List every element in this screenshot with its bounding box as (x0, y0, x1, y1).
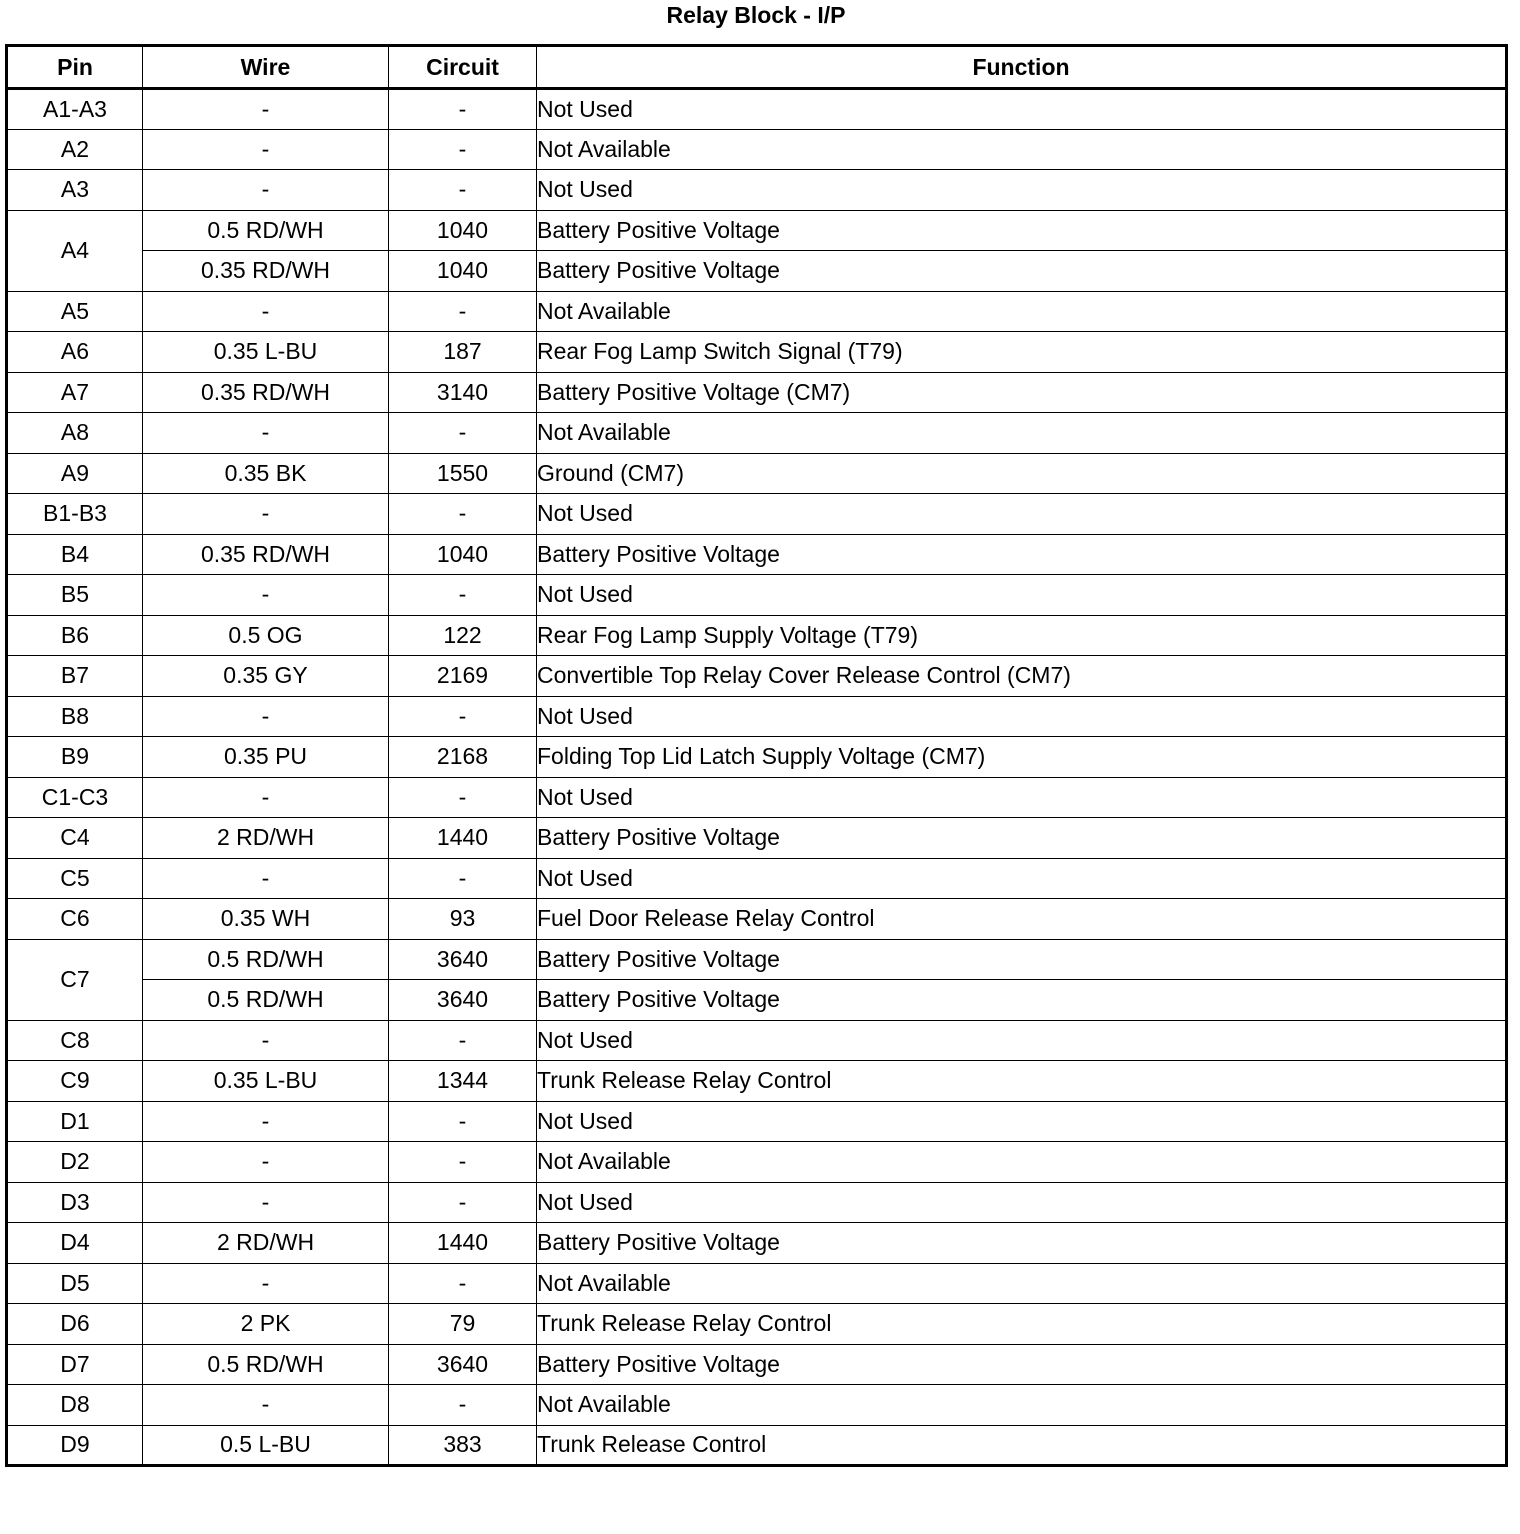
function-cell: Not Available (537, 1142, 1507, 1183)
circuit-cell: 1040 (389, 534, 537, 575)
circuit-cell: - (389, 291, 537, 332)
table-row (7, 1385, 1507, 1426)
circuit-cell: - (389, 575, 537, 616)
function-cell: Battery Positive Voltage (537, 251, 1507, 292)
table-row (7, 1263, 1507, 1304)
function-cell: Not Used (537, 858, 1507, 899)
function-cell: Not Used (537, 494, 1507, 535)
function-cell: Battery Positive Voltage (CM7) (537, 372, 1507, 413)
wire-cell: - (143, 494, 389, 535)
table-row (7, 615, 1507, 656)
table-body (7, 89, 1507, 1466)
pin-cell: C9 (7, 1061, 143, 1102)
function-cell: Rear Fog Lamp Supply Voltage (T79) (537, 615, 1507, 656)
wire-cell: - (143, 291, 389, 332)
wire-cell: - (143, 1263, 389, 1304)
function-cell: Not Used (537, 1020, 1507, 1061)
wire-cell: - (143, 858, 389, 899)
function-cell: Not Used (537, 89, 1507, 130)
wire-cell: 0.35 WH (143, 899, 389, 940)
table-row (7, 1344, 1507, 1385)
wire-cell: 0.35 L-BU (143, 1061, 389, 1102)
wire-cell: 0.35 GY (143, 656, 389, 697)
pin-cell: D5 (7, 1263, 143, 1304)
circuit-cell: 383 (389, 1425, 537, 1466)
pin-cell: C5 (7, 858, 143, 899)
function-cell: Trunk Release Control (537, 1425, 1507, 1466)
wire-cell: - (143, 1020, 389, 1061)
pin-cell: A2 (7, 129, 143, 170)
wire-cell: 0.35 RD/WH (143, 372, 389, 413)
wire-cell: - (143, 575, 389, 616)
function-cell: Folding Top Lid Latch Supply Voltage (CM7) (537, 737, 1507, 778)
pin-cell: D3 (7, 1182, 143, 1223)
function-cell: Not Used (537, 1182, 1507, 1223)
circuit-cell: 122 (389, 615, 537, 656)
pin-cell: B4 (7, 534, 143, 575)
pin-cell: D6 (7, 1304, 143, 1345)
function-cell: Not Used (537, 1101, 1507, 1142)
function-cell: Not Available (537, 291, 1507, 332)
table-row (7, 453, 1507, 494)
function-cell: Trunk Release Relay Control (537, 1304, 1507, 1345)
pin-cell: B8 (7, 696, 143, 737)
wire-cell: - (143, 89, 389, 130)
pin-cell: B6 (7, 615, 143, 656)
wire-cell: - (143, 170, 389, 211)
pin-cell: C8 (7, 1020, 143, 1061)
wire-cell: - (143, 696, 389, 737)
wire-cell: 0.5 OG (143, 615, 389, 656)
wire-cell: - (143, 1385, 389, 1426)
table-row (7, 1142, 1507, 1183)
pin-cell: A5 (7, 291, 143, 332)
function-cell: Not Available (537, 1385, 1507, 1426)
function-cell: Not Available (537, 129, 1507, 170)
function-cell: Battery Positive Voltage (537, 534, 1507, 575)
table-row (7, 575, 1507, 616)
wire-cell: 0.35 PU (143, 737, 389, 778)
circuit-cell: 3640 (389, 939, 537, 980)
pin-cell: A7 (7, 372, 143, 413)
page-title: Relay Block - I/P (666, 2, 846, 28)
pin-cell: D8 (7, 1385, 143, 1426)
circuit-cell: - (389, 777, 537, 818)
table-row (7, 372, 1507, 413)
pin-cell: D7 (7, 1344, 143, 1385)
column-header-circuit: Circuit (389, 46, 537, 89)
circuit-cell: 1550 (389, 453, 537, 494)
pin-cell: C1-C3 (7, 777, 143, 818)
table-row (7, 696, 1507, 737)
circuit-cell: 3640 (389, 1344, 537, 1385)
wire-cell: 0.35 RD/WH (143, 534, 389, 575)
table-row (7, 777, 1507, 818)
function-cell: Battery Positive Voltage (537, 1344, 1507, 1385)
pin-cell: D1 (7, 1101, 143, 1142)
wire-cell: 2 RD/WH (143, 1223, 389, 1264)
column-header-wire: Wire (143, 46, 389, 89)
function-cell: Not Used (537, 575, 1507, 616)
function-cell: Rear Fog Lamp Switch Signal (T79) (537, 332, 1507, 373)
function-cell: Not Used (537, 777, 1507, 818)
table-row (7, 210, 1507, 251)
table-row (7, 1020, 1507, 1061)
circuit-cell: 1040 (389, 251, 537, 292)
function-cell: Not Used (537, 170, 1507, 211)
function-cell: Battery Positive Voltage (537, 818, 1507, 859)
function-cell: Battery Positive Voltage (537, 939, 1507, 980)
wire-cell: 2 PK (143, 1304, 389, 1345)
circuit-cell: - (389, 1263, 537, 1304)
function-cell: Not Used (537, 696, 1507, 737)
circuit-cell: 1440 (389, 1223, 537, 1264)
function-cell: Ground (CM7) (537, 453, 1507, 494)
wire-cell: 0.5 RD/WH (143, 980, 389, 1021)
circuit-cell: - (389, 1142, 537, 1183)
table-row (7, 170, 1507, 211)
circuit-cell: - (389, 696, 537, 737)
table-row (7, 899, 1507, 940)
pin-cell: A6 (7, 332, 143, 373)
circuit-cell: 187 (389, 332, 537, 373)
circuit-cell: - (389, 1182, 537, 1223)
table-row (7, 291, 1507, 332)
pin-cell: D2 (7, 1142, 143, 1183)
wire-cell: 0.35 RD/WH (143, 251, 389, 292)
wire-cell: 0.5 L-BU (143, 1425, 389, 1466)
table-row (7, 1425, 1507, 1466)
circuit-cell: 79 (389, 1304, 537, 1345)
table-row (7, 858, 1507, 899)
wire-cell: 2 RD/WH (143, 818, 389, 859)
wire-cell: - (143, 1142, 389, 1183)
function-cell: Battery Positive Voltage (537, 210, 1507, 251)
circuit-cell: 1040 (389, 210, 537, 251)
circuit-cell: - (389, 89, 537, 130)
wire-cell: - (143, 413, 389, 454)
circuit-cell: 3640 (389, 980, 537, 1021)
function-cell: Fuel Door Release Relay Control (537, 899, 1507, 940)
pin-cell: B7 (7, 656, 143, 697)
table-row (7, 1182, 1507, 1223)
table-row (7, 1304, 1507, 1345)
function-cell: Convertible Top Relay Cover Release Control (CM7) (537, 656, 1507, 697)
table-row (7, 1101, 1507, 1142)
table-row (7, 332, 1507, 373)
pin-cell: A8 (7, 413, 143, 454)
wire-cell: 0.5 RD/WH (143, 1344, 389, 1385)
pin-cell: B5 (7, 575, 143, 616)
circuit-cell: - (389, 858, 537, 899)
relay-block-table (5, 44, 1508, 1467)
wire-cell: 0.5 RD/WH (143, 939, 389, 980)
wire-cell: 0.35 L-BU (143, 332, 389, 373)
circuit-cell: - (389, 1385, 537, 1426)
circuit-cell: - (389, 413, 537, 454)
table-row (7, 534, 1507, 575)
function-cell: Battery Positive Voltage (537, 980, 1507, 1021)
table-header-row (7, 46, 1507, 89)
circuit-cell: - (389, 494, 537, 535)
circuit-cell: 1344 (389, 1061, 537, 1102)
wire-cell: - (143, 777, 389, 818)
function-cell: Not Available (537, 413, 1507, 454)
pin-cell: A3 (7, 170, 143, 211)
circuit-cell: - (389, 129, 537, 170)
table-row (7, 494, 1507, 535)
table-row (7, 1223, 1507, 1264)
wire-cell: - (143, 129, 389, 170)
column-header-function: Function (537, 46, 1507, 89)
pin-cell: C6 (7, 899, 143, 940)
column-header-pin: Pin (7, 46, 143, 89)
function-cell: Not Available (537, 1263, 1507, 1304)
table-row (7, 129, 1507, 170)
table-row (7, 1061, 1507, 1102)
function-cell: Trunk Release Relay Control (537, 1061, 1507, 1102)
pin-cell: C4 (7, 818, 143, 859)
circuit-cell: - (389, 170, 537, 211)
wire-cell: - (143, 1101, 389, 1142)
circuit-cell: 3140 (389, 372, 537, 413)
circuit-cell: 1440 (389, 818, 537, 859)
wire-cell: 0.35 BK (143, 453, 389, 494)
pin-cell: D4 (7, 1223, 143, 1264)
wire-cell: - (143, 1182, 389, 1223)
pin-cell: B1-B3 (7, 494, 143, 535)
table-row (7, 939, 1507, 980)
table-row (7, 413, 1507, 454)
circuit-cell: - (389, 1020, 537, 1061)
table-row (7, 980, 1507, 1021)
table-row (7, 818, 1507, 859)
circuit-cell: 93 (389, 899, 537, 940)
table-row (7, 737, 1507, 778)
table-row (7, 251, 1507, 292)
pin-cell: A1-A3 (7, 89, 143, 130)
pin-cell: A9 (7, 453, 143, 494)
pin-cell: C7 (7, 939, 143, 1020)
pin-cell: B9 (7, 737, 143, 778)
table-row (7, 656, 1507, 697)
circuit-cell: 2169 (389, 656, 537, 697)
circuit-cell: 2168 (389, 737, 537, 778)
function-cell: Battery Positive Voltage (537, 1223, 1507, 1264)
pin-cell: D9 (7, 1425, 143, 1466)
table-row (7, 89, 1507, 130)
pin-cell: A4 (7, 210, 143, 291)
wire-cell: 0.5 RD/WH (143, 210, 389, 251)
circuit-cell: - (389, 1101, 537, 1142)
